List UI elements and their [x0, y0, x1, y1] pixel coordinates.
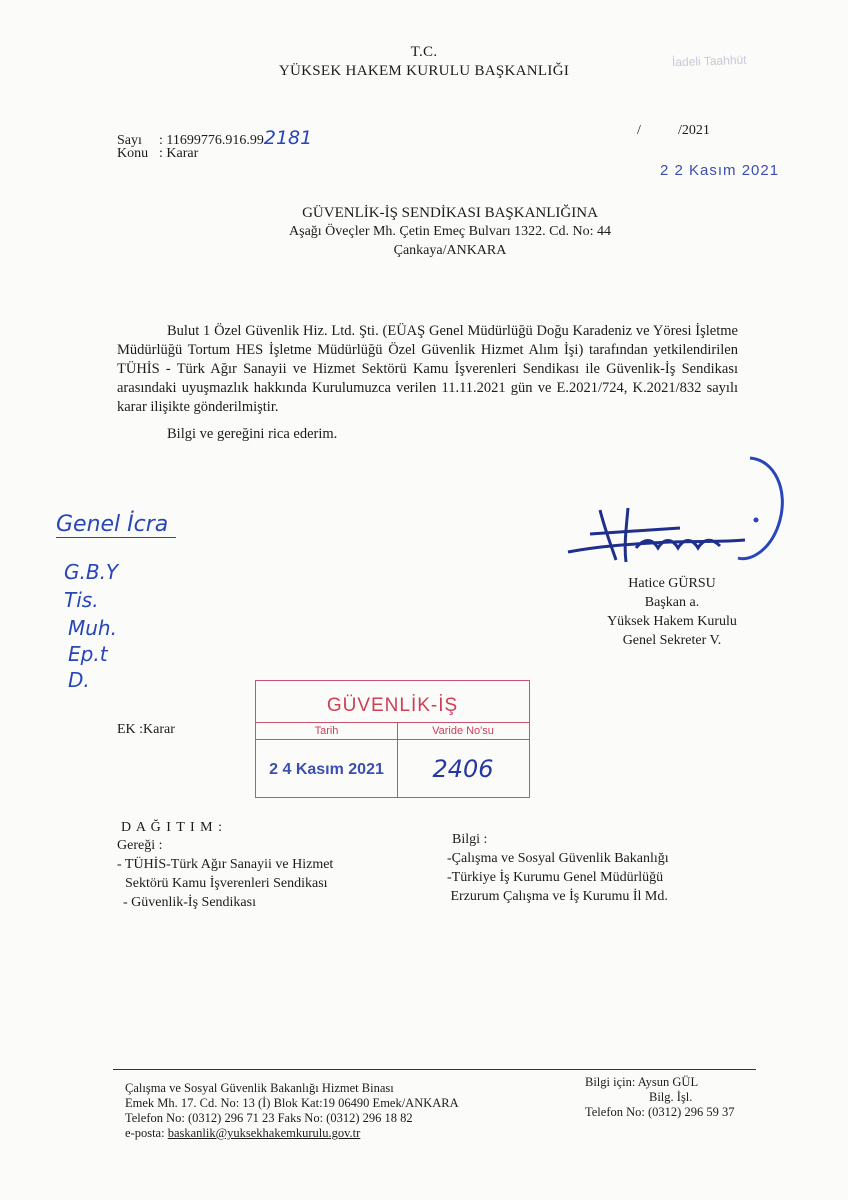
footer-email-row	[125, 1126, 459, 1141]
bilgi-item: -Türkiye İş Kurumu Genel Müdürlüğü	[447, 870, 664, 885]
gerege-item: Sektörü Kamu İşverenleri Sendikası	[125, 876, 328, 891]
date-slash: /	[637, 123, 641, 138]
footer-street: Emek Mh. 17. Cd. No: 13 (İ) Blok Kat:19 06490 Emek/ANKARA	[125, 1096, 459, 1110]
signature-mark	[560, 450, 790, 580]
footer-building: Çalışma ve Sosyal Güvenlik Bakanlığı Hizmet Binası	[125, 1081, 394, 1095]
footer-phone: Telefon No: (0312) 296 71 23 Faks No: (0312) 296 18 82	[125, 1111, 413, 1125]
bilgi-label: Bilgi :	[452, 832, 488, 847]
signatory-name: Hatice GÜRSU	[628, 576, 716, 591]
footer-contact	[585, 1075, 734, 1120]
stamp-number-label: Varide No'su	[432, 725, 494, 737]
sayi-value: : 11699776.916.99	[159, 133, 264, 148]
stamp-number: 2406	[432, 755, 494, 783]
handwritten-note: Muh.	[68, 616, 117, 640]
handwritten-note: D.	[68, 668, 90, 692]
footer-email-link[interactable]: baskanlik@yuksekhakemkurulu.gov.tr	[167, 1126, 361, 1140]
addressee-name: GÜVENLİK-İŞ SENDİKASI BAŞKANLIĞINA	[302, 205, 598, 221]
footer-contact-role: Bilg. İşl.	[649, 1090, 693, 1104]
closing-line: Bilgi ve gereğini rica ederim.	[167, 426, 338, 442]
header-institution: YÜKSEK HAKEM KURULU BAŞKANLIĞI	[278, 63, 570, 79]
bilgi-item: -Çalışma ve Sosyal Güvenlik Bakanlığı	[447, 851, 669, 866]
body-paragraph: Bulut 1 Özel Güvenlik Hiz. Ltd. Şti. (EÜAŞ Genel Müdürlüğü Doğu Karadeniz ve Yöresi İşletme Müdürlüğü Tortum HES İşletme Müdürlüğü Özel Güvenlik Hizmet Alım İşi) tarafından yetkilendirilen TÜHİS - Türk Ağır Sanayii ve Hizmet Sektörü Kamu İşverenleri Sendikası ile Güvenlik-İş Sendikası arasındaki uyuşmazlık hakkında Kurulumuzca verilen 11.11.2021 gün ve E.2021/724, K.2021/832 sayılı karar ilişikte gönderilmiştir.	[117, 323, 738, 415]
sayi-handwritten: 2181	[263, 127, 313, 149]
gerege-item: - Güvenlik-İş Sendikası	[123, 895, 256, 910]
date-year: /2021	[678, 123, 710, 138]
footer-email-label: e-posta:	[125, 1126, 168, 1140]
stamp-title: GÜVENLİK-İŞ	[326, 695, 459, 716]
gerege-label: Gereği :	[117, 838, 163, 853]
handwritten-note: G.B.Y	[64, 560, 119, 584]
footer-divider	[113, 1069, 756, 1070]
sayi-label: Sayı	[117, 133, 142, 148]
signatory-organization: Yüksek Hakem Kurulu	[607, 614, 737, 629]
stamp-date-label: Tarih	[314, 725, 339, 737]
gerege-item: - TÜHİS-Türk Ağır Sanayii ve Hizmet	[117, 857, 334, 872]
addressee-city: Çankaya/ANKARA	[393, 243, 507, 258]
handwritten-note: Tis.	[64, 588, 99, 612]
konu-row	[117, 146, 198, 162]
stamp-divider	[256, 722, 529, 723]
date-stamp: 2 2 Kasım 2021	[660, 162, 780, 179]
footer-contact-person: Bilgi için: Aysun GÜL	[585, 1075, 699, 1089]
registered-mail-stamp: İadeli Taahhüt	[671, 52, 747, 70]
signatory-position: Genel Sekreter V.	[622, 633, 722, 648]
footer-contact-phone: Telefon No: (0312) 296 59 37	[585, 1105, 735, 1119]
distribution-heading: D A Ğ I T I M :	[121, 820, 223, 835]
incoming-stamp	[255, 680, 530, 798]
signatory-title: Başkan a.	[644, 595, 700, 610]
stamp-divider	[256, 739, 529, 740]
konu-value: : Karar	[159, 146, 199, 161]
handwritten-note: Genel İcra	[56, 512, 176, 538]
addressee-street: Aşağı Öveçler Mh. Çetin Emeç Bulvarı 1322. Cd. No: 44	[289, 224, 611, 239]
bilgi-item: Erzurum Çalışma ve İş Kurumu İl Md.	[447, 889, 668, 904]
handwritten-note: Ep.t	[68, 642, 108, 666]
header-tc: T.C.	[410, 44, 438, 60]
footer-address	[125, 1081, 459, 1141]
stamp-date: 2 4 Kasım 2021	[269, 761, 384, 778]
attachment-line: EK :Karar	[117, 722, 175, 737]
konu-label: Konu	[117, 146, 149, 161]
